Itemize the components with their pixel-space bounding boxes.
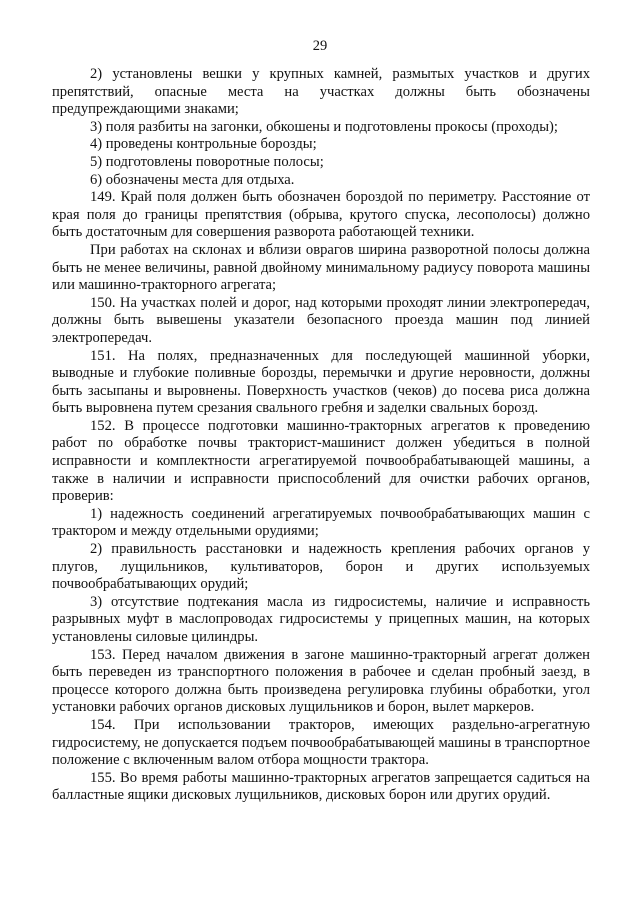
paragraph-153: 153. Перед началом движения в загоне машинно-тракторный агрегат должен быть переведен из транспортного положения в рабочее и сделан пробный заезд, в процессе которого должна быть произведена регулировка глубины обработки, угол установки рабочих органов дисковых лущильников и борон, вылет маркеров. — [52, 646, 590, 716]
paragraph-item-3: 3) поля разбиты на загонки, обкошены и подготовлены прокосы (проходы); — [90, 118, 558, 135]
paragraph-154: 154. При использовании тракторов, имеющих раздельно-агрегатную гидросистему, не допускается подъем почвообрабатывающей машины в транспортное положение с включенным валом отбора мощности трактора. — [52, 716, 590, 769]
paragraph-item-6: 6) обозначены места для отдыха. — [90, 171, 295, 188]
paragraph-149: 149. Край поля должен быть обозначен бороздой по периметру. Расстояние от края поля до границы препятствия (обрыва, крутого спуска, лесополосы) должно быть достаточным для совершения разворота работающей техники. — [52, 189, 590, 241]
paragraph-item-4: 4) проведены контрольные борозды; — [90, 136, 317, 153]
paragraph-slopes: При работах на склонах и вблизи оврагов ширина разворотной полосы должна быть не менее величины, равной двойному минимальному радиусу поворота машины или машинно-тракторного агрегата; — [52, 241, 590, 294]
page-number: 29 — [312, 38, 328, 54]
paragraph-152: 152. В процессе подготовки машинно-тракторных агрегатов к проведению работ по обработке почвы тракторист-машинист должен убедиться в полной исправности и комплектности агрегатируемой почвообрабатывающей машины, а также в наличии и исправности приспособлений для очистки рабочих органов, проверив: — [52, 417, 590, 505]
paragraph-152-item-2: 2) правильность расстановки и надежность крепления рабочих органов у плугов, лущильников, культиваторов, борон и других используемых почвообрабатывающих орудий; — [52, 541, 590, 593]
paragraph-item-5: 5) подготовлены поворотные полосы; — [90, 153, 324, 170]
paragraph-152-item-1: 1) надежность соединений агрегатируемых почвообрабатывающих машин с трактором и между отдельными орудиями; — [52, 505, 590, 540]
paragraph-151: 151. На полях, предназначенных для последующей машинной уборки, выводные и глубокие поливные борозды, перемычки и другие неровности, должны быть засыпаны и выровнены. Поверхность участков (чеков) до посева риса должна быть выровнена путем срезания свального гребня и заделки свальных борозд. — [52, 347, 590, 417]
paragraph-150: 150. На участках полей и дорог, над которыми проходят линии электропередач, должны быть вывешены указатели безопасного проезда машин под линией электропередач. — [52, 294, 590, 346]
document-body — [52, 66, 590, 805]
paragraph-item-2: 2) установлены вешки у крупных камней, размытых участков и других препятствий, опасные места на участках должны быть обозначены предупреждающими знаками; — [52, 66, 590, 118]
paragraph-152-item-3: 3) отсутствие подтекания масла из гидросистемы, наличие и исправность разрывных муфт в маслопроводах гидросистемы у прицепных машин, на которых установлены силовые цилиндры. — [52, 593, 590, 645]
paragraph-155: 155. Во время работы машинно-тракторных агрегатов запрещается садиться на балластные ящики дисковых лущильников, дисковых борон или других орудий. — [52, 769, 590, 804]
